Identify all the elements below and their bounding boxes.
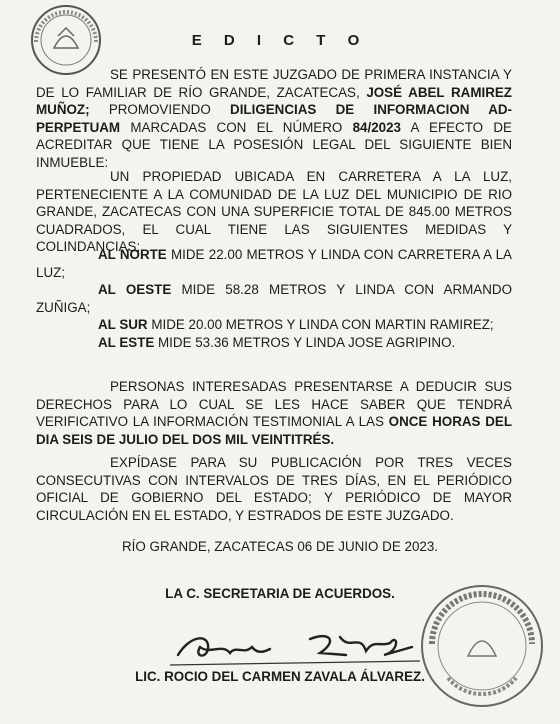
handwritten-signature [170, 625, 430, 671]
paragraph-hearing: PERSONAS INTERESADAS PRESENTARSE A DEDUCIR SUS DERECHOS PARA LO CUAL SE LES HACE SABER QUE TENDRÁ VERIFICATIVO LA INFORMACIÓN TESTIMONIAL A LAS ONCE HORAS DEL DIA SEIS DE JULIO DEL DOS MIL VEINTITRÉS. [36, 379, 512, 447]
boundary-east: AL ESTE MIDE 53.36 METROS Y LINDA JOSE AGRIPINO. [98, 334, 456, 350]
place-date: RÍO GRANDE, ZACATECAS 06 DE JUNIO DE 2023. [122, 539, 438, 554]
signer-name: LIC. ROCIO DEL CARMEN ZAVALA ÁLVAREZ. [135, 669, 425, 684]
edict-title: E D I C T O [191, 32, 369, 49]
boundaries-list [36, 246, 512, 351]
paragraph-property: UN PROPIEDAD UBICADA EN CARRETERA A LA LUZ, PERTENECIENTE A LA COMUNIDAD DE LA LUZ DEL MUNICIPIO DE RIO GRANDE, ZACATECAS CON UNA SUPERFICIE TOTAL DE 845.00 METROS CUADRADOS, EL CUAL TIENE LAS SIGUIENTES MEDIDAS Y COLINDANCIAS; [36, 169, 512, 254]
court-seal-bottom [418, 582, 546, 710]
boundary-north: AL NORTE MIDE 22.00 METROS Y LINDA CON CARRETERA A LA LUZ; [36, 247, 512, 280]
boundary-west: AL OESTE MIDE 58.28 METROS Y LINDA CON ARMANDO ZUÑIGA; [36, 282, 512, 315]
boundary-south: AL SUR MIDE 20.00 METROS Y LINDA CON MARTIN RAMIREZ; [98, 317, 494, 332]
paragraph-filing: SE PRESENTÓ EN ESTE JUZGADO DE PRIMERA INSTANCIA Y DE LO FAMILIAR DE RÍO GRANDE, ZACATECAS, JOSÉ ABEL RAMIREZ MUÑOZ; PROMOVIENDO DILIGENCIAS DE INFORMACION AD-PERPETUAM MARCADAS CON EL NÚMERO 84/2023 A EFECTO DE ACREDITAR QUE TIENE LA POSESIÓN LEGAL DEL SIGUIENTE BIEN INMUEBLE: [36, 67, 512, 170]
secretary-title: LA C. SECRETARIA DE ACUERDOS. [165, 586, 395, 601]
paragraph-publication: EXPÍDASE PARA SU PUBLICACIÓN POR TRES VECES CONSECUTIVAS CON INTERVALOS DE TRES DÍAS, EN EL PERIÓDICO OFICIAL DE GOBIERNO DEL ESTADO; Y PERIÓDICO DE MAYOR CIRCULACIÓN EN EL ESTADO, Y ESTRADOS DE ESTE JUZGADO. [36, 455, 512, 523]
